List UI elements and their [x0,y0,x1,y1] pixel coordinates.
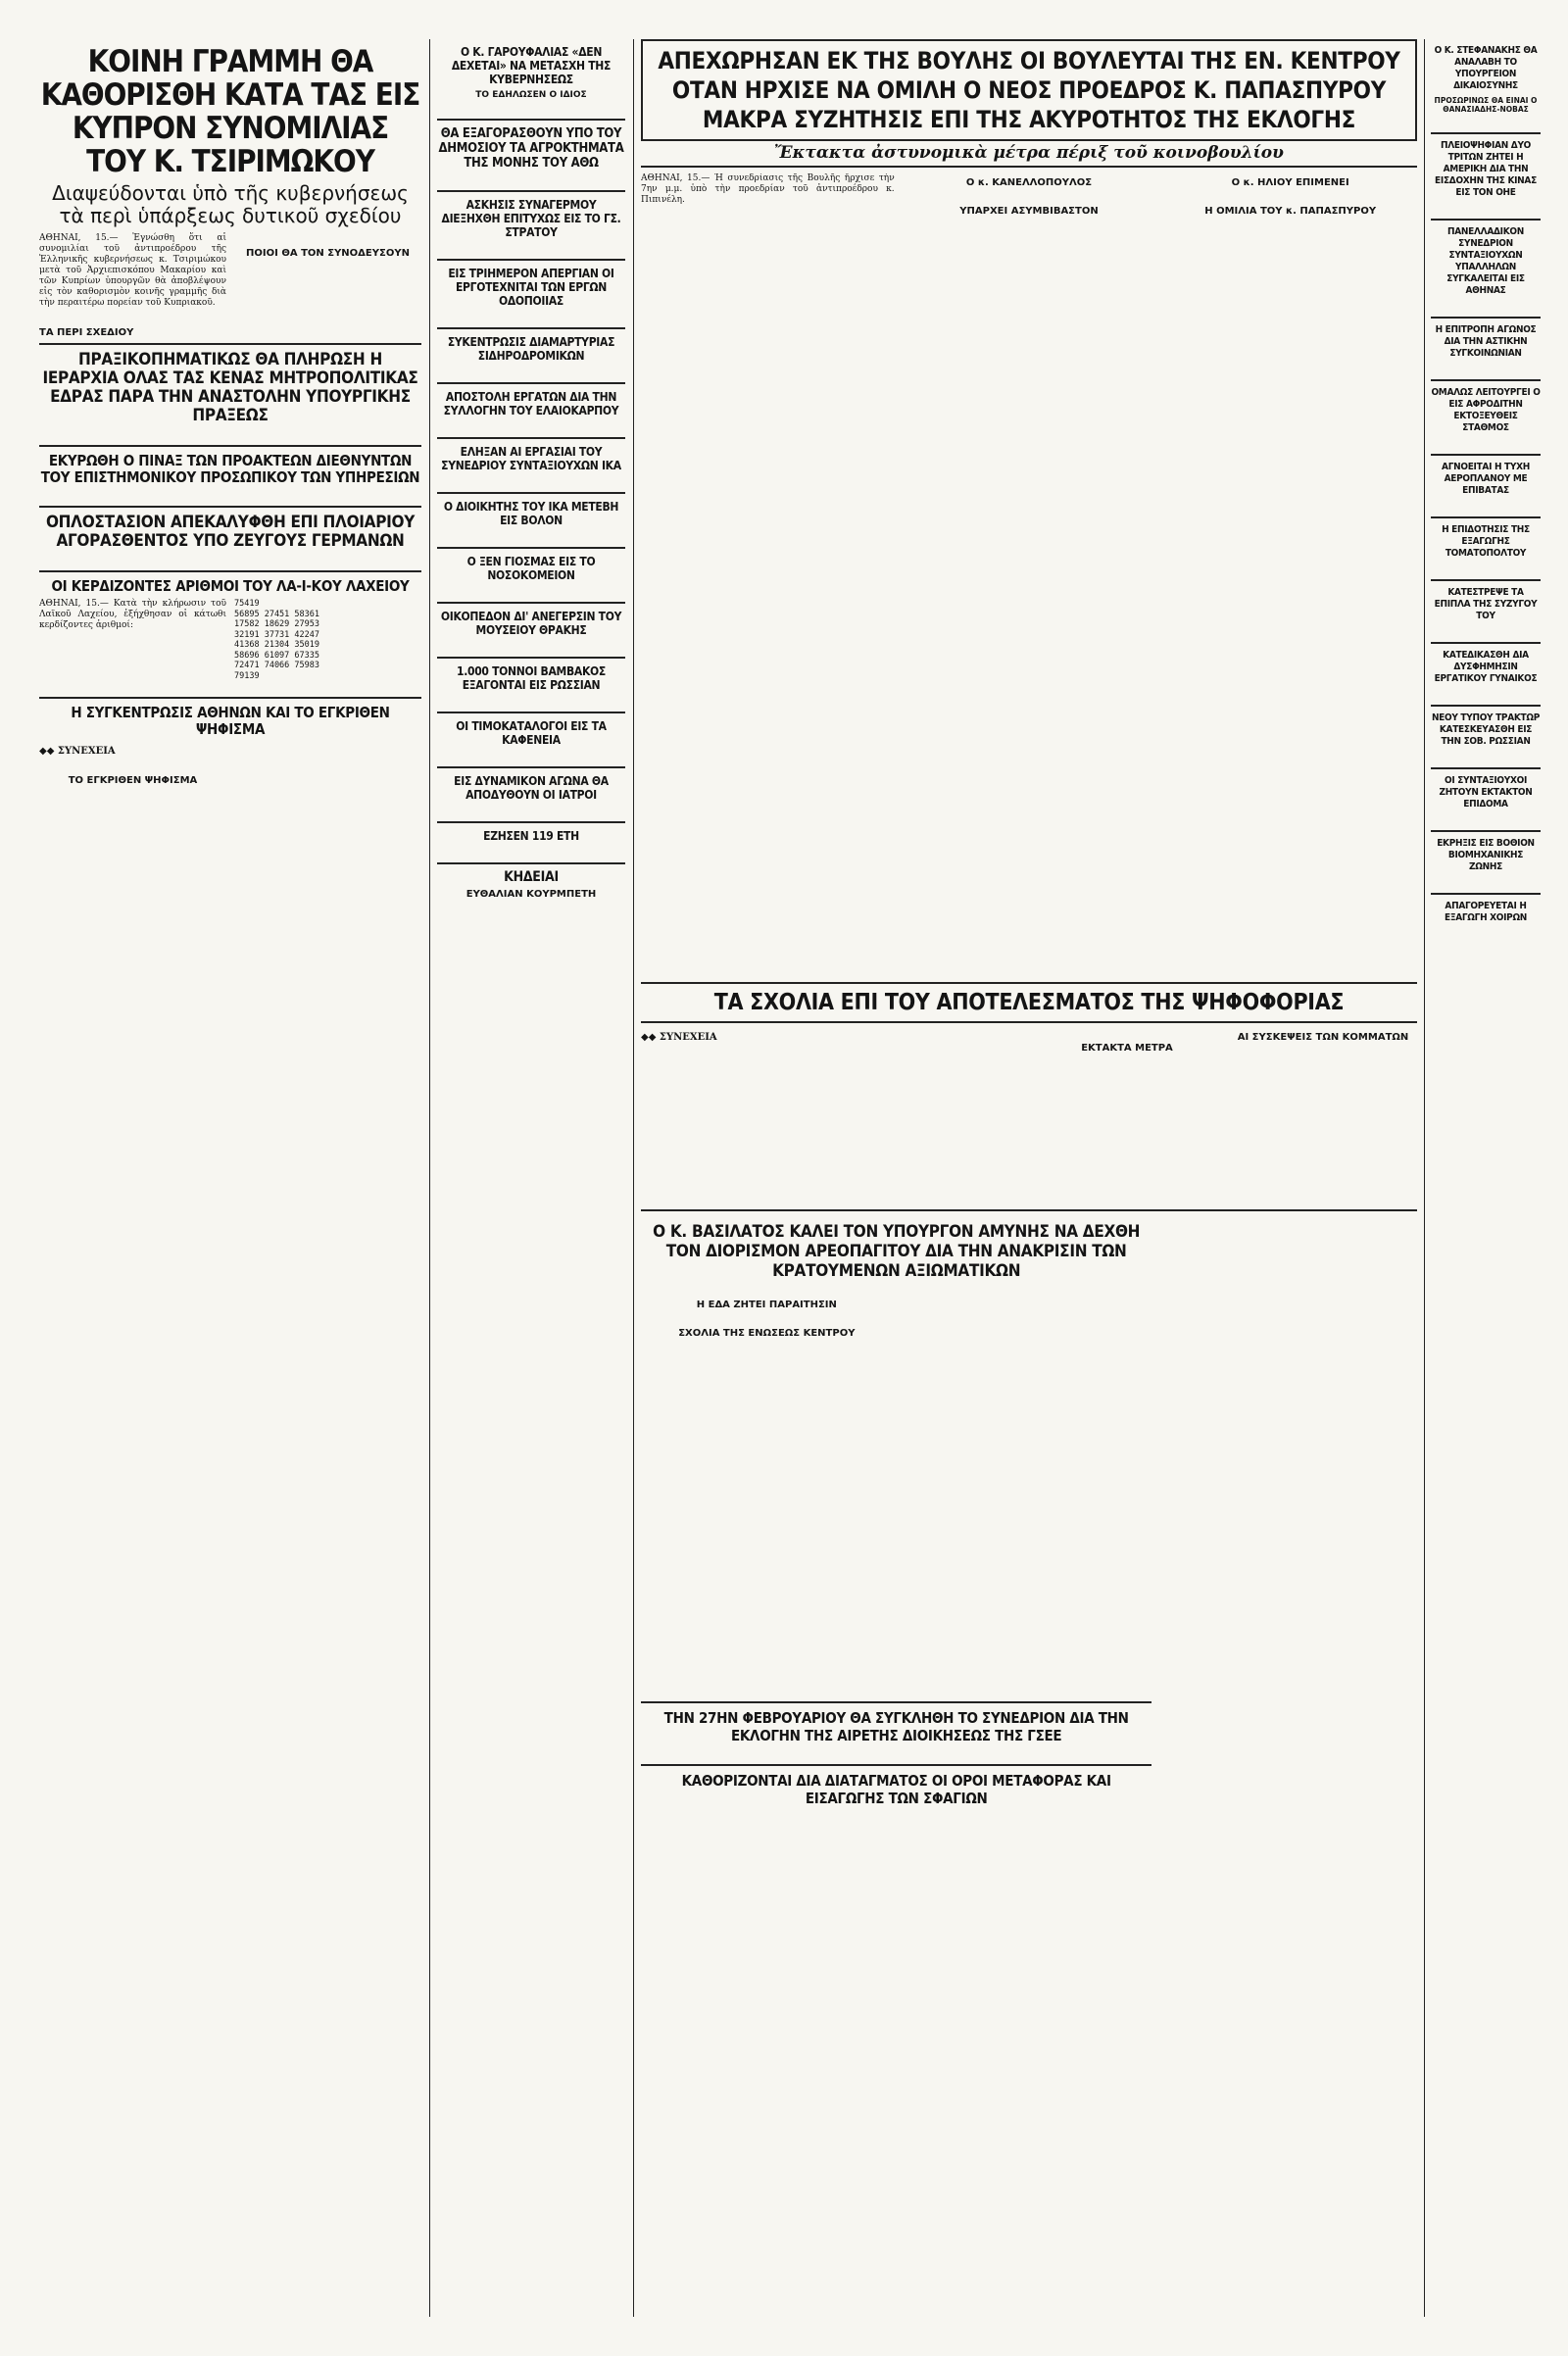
divider [39,506,421,508]
continue-ornament: ◆◆ ΣΥΝΕΧΕΙΑ [641,1032,717,1043]
section-title: ΑΙ ΣΥΣΚΕΨΕΙΣ ΤΩΝ ΚΟΜΜΑΤΩΝ [1237,1032,1409,1043]
article-body-filler [437,243,625,254]
article-body-filler [641,1748,1152,1759]
headline-cafes: ΟΙ ΤΙΜΟΚΑΤΑΛΟΓΟΙ ΕΙΣ ΤΑ ΚΑΦΕΝΕΙΑ [456,719,607,747]
article-body-filler [837,1028,1025,1204]
divider [437,190,625,192]
divider [1431,893,1541,895]
continue-ornament: ◆◆ ΣΥΝΕΧΕΙΑ [39,746,116,757]
headline-directors: ΕΚΥΡΩΘΗ Ο ΠΙΝΑΞ ΤΩΝ ΠΡΟΑΚΤΕΩΝ ΔΙΕΘΝΥΝΤΩΝ ΤΟΥ ΕΠΙΣΤΗΜΟΝΙΚΟΥ ΠΡΟΣΩΠΙΚΟΥ ΤΩΝ ΥΠΗΡΕΣΙΩΝ [40,452,420,486]
divider [437,382,625,384]
article-body-filler [1431,752,1541,762]
headline-rally: Η ΣΥΓΚΕΝΤΡΩΣΙΣ ΑΘΗΝΩΝ ΚΑΙ ΤΟ ΕΓΚΡΙΘΕΝ ΨΗΦΙΣΜΑ [71,704,390,738]
article-body-filler [1033,1056,1221,1067]
article-body-filler [437,586,625,597]
divider [39,343,421,345]
article-body-filler [1163,191,1417,202]
article-body-filler [641,1285,893,1296]
section-title: ΤΑ ΠΕΡΙ ΣΧΕΔΙΟΥ [39,327,134,338]
article-body-filler [903,220,1156,230]
article-body-filler [1431,203,1541,214]
divider [1431,516,1541,518]
article-body-filler [39,789,226,800]
article-body-filler [641,1313,893,1324]
headline-allowance: ΟΙ ΣΥΝΤΑΞΙΟΥΧΟΙ ΖΗΤΟΥΝ ΕΚΤΑΚΤΟΝ ΕΠΙΔΟΜΑ [1439,775,1533,810]
divider [641,1209,1417,1211]
article-body-filler [437,696,625,707]
headline-tractor: ΝΕΟΥ ΤΥΠΟΥ ΤΡΑΚΤΩΡ ΚΑΤΕΣΚΕΥΑΣΘΗ ΕΙΣ ΤΗΝ ΣΟΒ. ΡΩΣΣΙΑΝ [1431,712,1541,747]
article-body-filler [1431,877,1541,888]
divider [437,437,625,439]
headline-stefanakis: Ο Κ. ΣΤΕΦΑΝΑΚΗΣ ΘΑ ΑΝΑΛΑΒΗ ΤΟ ΥΠΟΥΡΓΕΙΟΝ ΔΙΚΑΙΟΣΥΝΗΣ [1434,45,1538,91]
article-body-filler [437,847,625,858]
divider [1431,317,1541,319]
divider [1431,705,1541,707]
section-title: Ο κ. ΚΑΝΕΛΛΟΠΟΥΛΟΣ [965,177,1093,188]
divider [437,712,625,713]
article-body-filler [437,903,625,913]
main-lead-paragraph: ΑΘΗΝΑΙ, 15.— Ἡ συνεδρίασις τῆς Βουλῆς ἤρχισε τὴν 7ην μ.μ. ὑπὸ τὴν προεδρίαν τοῦ ἀντιπροέδρου κ. Πιπινέλη. [641,173,895,205]
headline-plane: ΑΓΝΟΕΙΤΑΙ Η ΤΥΧΗ ΑΕΡΟΠΛΑΝΟΥ ΜΕ ΕΠΙΒΑΤΑΣ [1442,462,1530,496]
article-body-filler [234,262,421,272]
divider [1431,454,1541,456]
column-5 [1431,39,1541,2317]
headline-hierarchy: ΠΡΑΞΙΚΟΠΗΜΑΤΙΚΩΣ ΘΑ ΠΛΗΡΩΣΗ Η ΙΕΡΑΡΧΙΑ ΟΛΑΣ ΤΑΣ ΚΕΝΑΣ ΜΗΤΡΟΠΟΛΙΤΙΚΑΣ ΕΔΡΑΣ ΠΑΡΑ ΤΗΝ ΑΝΑΣΤΟΛΗΝ ΥΠΟΥΡΓΙΚΗΣ ΠΡΑΞΕΩΣ [42,350,418,425]
headline-exercise: ΑΣΚΗΣΙΣ ΣΥΝΑΓΕΡΜΟΥ ΔΙΕΞΗΧΘΗ ΕΠΙΤΥΧΩΣ ΕΙΣ ΤΟ ΓΣ. ΣΤΡΑΤΟΥ [441,198,621,239]
article-body-filler [1431,814,1541,825]
article-body-filler [1163,220,1417,230]
divider [1431,379,1541,381]
article-body-filler [1431,501,1541,512]
article-body-filler [437,751,625,761]
divider [437,327,625,329]
section-title: ΥΠΑΡΧΕΙ ΑΣΥΜΒΙΒΑΣΤΟΝ [959,206,1099,217]
article-body-filler [437,103,625,114]
article-body-filler [39,490,421,501]
divider [39,697,421,699]
headline-slaughter: ΚΑΘΟΡΙΖΟΝΤΑΙ ΔΙΑ ΔΙΑΤΑΓΜΑΤΟΣ ΟΙ ΟΡΟΙ ΜΕΤΑΦΟΡΑΣ ΚΑΙ ΕΙΣΑΓΩΓΗΣ ΤΩΝ ΣΦΑΓΙΩΝ [681,1772,1111,1807]
headline-museum: ΟΙΚΟΠΕΔΟΝ ΔΙ' ΑΝΕΓΕΡΣΙΝ ΤΟΥ ΜΟΥΣΕΙΟΥ ΘΡΑΚΗΣ [440,610,622,637]
article-body-filler [1431,117,1541,127]
article-body-filler [39,429,226,440]
divider [1431,219,1541,221]
article-body-filler [437,476,625,487]
article-body-filler [1431,626,1541,637]
section-title: ΣΧΟΛΙΑ ΤΗΣ ΕΝΩΣΕΩΣ ΚΕΝΤΡΟΥ [678,1328,856,1339]
article-body-filler [234,233,421,244]
divider [641,982,1417,984]
headline-lottery: ΟΙ ΚΕΡΔΙΖΟΝΤΕΣ ΑΡΙΘΜΟΙ ΤΟΥ ΛΑ-Ι-ΚΟΥ ΛΑΧΕΙΟΥ [51,577,410,595]
lottery-numbers-table: 75419 56895 27451 58361 17582 18629 27953 32191 37731 42247 41368 21304 35019 58696 61097 67335 72471 74066 75983 79139 [234,599,319,681]
article-body-filler [1229,1046,1417,1056]
article-body-filler [437,367,625,377]
divider [39,570,421,572]
article-body-filler [641,1811,1152,1822]
article-body-filler [1431,301,1541,312]
headline-furniture: ΚΑΤΕΣΤΡΕΨΕ ΤΑ ΕΠΙΠΛΑ ΤΗΣ ΣΥΖΥΓΟΥ ΤΟΥ [1434,587,1538,621]
main-headline-box [641,39,1417,141]
headline-funerals: ΚΗΔΕΙΑΙ [504,869,559,885]
divider [437,547,625,549]
headline-transport: Η ΕΠΙΤΡΟΠΗ ΑΓΩΝΟΣ ΔΙΑ ΤΗΝ ΑΣΤΙΚΗΝ ΣΥΓΚΟΙΝΩΝΙΑΝ [1435,324,1537,359]
article-body-filler [903,191,1156,202]
article-body-filler [901,1285,1152,1696]
main-headline-line-3: ΜΑΚΡΑ ΣΥΖΗΤΗΣΙΣ ΕΠΙ ΤΗΣ ΑΚΥΡΟΤΗΤΟΣ ΤΗΣ ΕΚΛΟΓΗΣ [702,106,1356,133]
lottery-lead: ΑΘΗΝΑΙ, 15.— Κατὰ τὴν κλήρωσιν τοῦ Λαϊκοῦ Λαχείου, ἐξήχθησαν οἱ κάτωθι κερδίζοντες ἀριθμοί: [39,599,226,630]
article-body-filler [641,210,895,221]
divider [641,1764,1152,1766]
article-body-filler [39,313,226,323]
continue-label: ΣΥΝΕΧΕΙΑ [659,1032,717,1043]
headline-olives: ΑΠΟΣΤΟΛΗ ΕΡΓΑΤΩΝ ΔΙΑ ΤΗΝ ΣΥΛΛΟΓΗΝ ΤΟΥ ΕΛΑΙΟΚΑΡΠΟΥ [443,390,619,417]
divider [437,259,625,261]
lead-headline: ΚΟΙΝΗ ΓΡΑΜΜΗ ΘΑ ΚΑΘΟΡΙΣΘΗ ΚΑΤΑ ΤΑΣ ΕΙΣ ΚΥΠΡΟΝ ΣΥΝΟΜΙΛΙΑΣ ΤΟΥ Κ. ΤΣΙΡΙΜΩΚΟΥ [40,44,420,179]
divider [437,766,625,768]
section-title: Ο κ. ΗΛΙΟΥ ΕΠΙΜΕΝΕΙ [1231,177,1349,188]
divider [641,1701,1152,1703]
divider [39,445,421,447]
divider [437,821,625,823]
column-1 [39,39,421,2317]
divider [437,119,625,121]
headline-athos: ΘΑ ΕΞΑΓΟΡΑΣΘΟΥΝ ΥΠΟ ΤΟΥ ΔΗΜΟΣΙΟΥ ΤΑ ΑΓΡΟΚΤΗΜΑΤΑ ΤΗΣ ΜΟΝΗΣ ΤΟΥ ΑΘΩ [438,126,624,171]
center-spread [641,39,1417,2317]
headline-congress: ΠΑΝΕΛΛΑΔΙΚΟΝ ΣΥΝΕΔΡΙΟΝ ΣΥΝΤΑΞΙΟΥΧΩΝ ΥΠΑΛΛΗΛΩΝ ΣΥΓΚΑΛΕΙΤΑΙ ΕΙΣ ΑΘΗΝΑΣ [1446,226,1525,296]
divider [437,492,625,494]
article-body-filler [1033,1028,1221,1039]
headline-ika-volos: Ο ΔΙΟΙΚΗΤΗΣ ΤΟΥ ΙΚΑ ΜΕΤΕΒΗ ΕΙΣ ΒΟΛΟΝ [443,500,619,527]
headline-vasilatos: Ο Κ. ΒΑΣΙΛΑΤΟΣ ΚΑΛΕΙ ΤΟΝ ΥΠΟΥΡΓΟΝ ΑΜΥΝΗΣ ΝΑ ΔΕΧΘΗ ΤΟΝ ΔΙΟΡΙΣΜΟΝ ΑΡΕΟΠΑΓΙΤΟΥ ΔΙΑ ΤΗΝ ΑΝΑΚΡΙΣΙΝ ΤΩΝ ΚΡΑΤΟΥΜΕΝΩΝ ΑΞΙΩΜΑΤΙΚΩΝ [653,1222,1141,1281]
article-body-filler [1431,438,1541,449]
headline-explosion: ΕΚΡΗΞΙΣ ΕΙΣ ΒΟΘΙΟΝ ΒΙΟΜΗΧΑΝΙΚΗΣ ΖΩΝΗΣ [1437,838,1535,872]
main-headline-line-2: ΟΤΑΝ ΗΡΧΙΣΕ ΝΑ ΟΜΙΛΗ Ο ΝΕΟΣ ΠΡΟΕΔΡΟΣ Κ. ΠΑΠΑΣΠΥΡΟΥ [671,76,1387,104]
article-body-filler [1431,364,1541,374]
headline-garoufalias: Ο Κ. ΓΑΡΟΥΦΑΛΙΑΣ «ΔΕΝ ΔΕΧΕΤΑΙ» ΝΑ ΜΕΤΑΣΧΗ ΤΗΣ ΚΥΒΕΡΝΗΣΕΩΣ [451,45,612,86]
article-body-filler [437,531,625,542]
article-body-filler [1161,1216,1417,1227]
article-body-filler [39,635,226,646]
headline-119-years: ΕΖΗΣΕΝ 119 ΕΤΗ [483,829,579,843]
article-body-filler [1431,564,1541,574]
lead-subheadline: Διαψεύδονται ὑπὸ τῆς κυβερνήσεως τὰ περὶ ὑπάρξεως δυτικοῦ σχεδίου [52,181,409,227]
divider [437,657,625,659]
article-body-filler [437,174,625,185]
section-title: ΤΟ ΕΔΗΛΩΣΕΝ Ο ΙΔΙΟΣ [475,90,587,100]
article-body-filler [234,429,421,440]
article-body-filler [437,312,625,322]
divider [437,862,625,864]
article-body-filler [641,1342,893,1352]
obituary-name: ΕΥΘΑΛΙΑΝ ΚΟΥΡΜΠΕΤΗ [466,889,597,901]
article-body-filler [1431,689,1541,700]
section-title: ΕΚΤΑΚΤΑ ΜΕΤΡΑ [1081,1043,1173,1054]
section-title: ΠΡΟΣΩΡΙΝΩΣ ΘΑ ΕΙΝΑΙ Ο ΘΑΝΑΣΙΑΔΗΣ-ΝΟΒΑΣ [1434,96,1538,114]
continue-label: ΣΥΝΕΧΕΙΑ [57,746,116,757]
article-body-filler [641,1047,829,1057]
headline-pensioners: ΕΛΗΞΑΝ ΑΙ ΕΡΓΑΣΙΑΙ ΤΟΥ ΣΥΝΕΔΡΙΟΥ ΣΥΝΤΑΞΙΟΥΧΩΝ ΙΚΑ [441,445,621,472]
headline-cotton: 1.000 ΤΟΝΝΟΙ ΒΑΜΒΑΚΟΣ ΕΞΑΓΟΝΤΑΙ ΕΙΣ ΡΩΣΣΙΑΝ [457,664,606,692]
divider [1431,830,1541,832]
article-body-filler [39,761,226,771]
headline-giosmas: Ο ΞΕΝ ΓΙΟΣΜΑΣ ΕΙΣ ΤΟ ΝΟΣΟΚΟΜΕΙΟΝ [466,555,596,582]
divider [641,1021,1417,1023]
headline-railway: ΣΥΚΕΝΤΡΩΣΙΣ ΔΙΑΜΑΡΤΥΡΙΑΣ ΣΙΔΗΡΟΔΡΟΜΙΚΩΝ [447,335,615,363]
section-title: Η ΕΔΑ ΖΗΤΕΙ ΠΑΡΑΙΤΗΣΙΝ [696,1300,837,1310]
section-title: ΠΟΙΟΙ ΘΑ ΤΟΝ ΣΥΝΟΔΕΥΣΟΥΝ [246,248,410,259]
column-2 [437,39,625,2317]
article-body-filler [234,742,421,800]
headline-doctors: ΕΙΣ ΔΥΝΑΜΙΚΟΝ ΑΓΩΝΑ ΘΑ ΑΠΟΔΥΘΟΥΝ ΟΙ ΙΑΤΡΟΙ [454,774,609,802]
comments-banner: ΤΑ ΣΧΟΛΙΑ ΕΠΙ ΤΟΥ ΑΠΟΤΕΛΕΣΜΑΤΟΣ ΤΗΣ ΨΗΦΟΦΟΡΙΑΣ [713,990,1345,1015]
headline-pigs: ΑΠΑΓΟΡΕΥΕΤΑΙ Η ΕΞΑΓΩΓΗ ΧΟΙΡΩΝ [1444,901,1528,923]
article-body-filler [437,806,625,816]
headline-china-un: ΠΛΕΙΟΨΗΦΙΑΝ ΔΥΟ ΤΡΙΤΩΝ ΖΗΤΕΙ Η ΑΜΕΡΙΚΗ ΔΙΑ ΤΗΝ ΕΙΣΔΟΧΗΝ ΤΗΣ ΚΙΝΑΣ ΕΙΣ ΤΟΝ ΟΗΕ [1435,140,1537,198]
section-title: Η ΟΜΙΛΙΑ ΤΟΥ κ. ΠΑΠΑΣΠΥΡΟΥ [1204,206,1377,217]
headline-arsenal: ΟΠΛΟΣΤΑΣΙΟΝ ΑΠΕΚΑΛΥΦΘΗ ΕΠΙ ΠΛΟΙΑΡΙΟΥ ΑΓΟΡΑΣΘΕΝΤΟΣ ΥΠΟ ΖΕΥΓΟΥΣ ΓΕΡΜΑΝΩΝ [45,513,415,551]
headline-tomato: Η ΕΠΙΔΟΤΗΣΙΣ ΤΗΣ ΕΞΑΓΩΓΗΣ ΤΟΜΑΤΟΠΟΛΤΟΥ [1442,524,1530,559]
article-body-filler [39,555,421,565]
divider [1431,579,1541,581]
article-body-filler [437,421,625,432]
lead-paragraph: ΑΘΗΝΑΙ, 15.— Ἐγνώσθη ὅτι αἱ συνομιλίαι τοῦ ἀντιπροέδρου τῆς Ἑλληνικῆς κυβερνήσεως κ. Τσιριμώκου μετὰ τοῦ Ἀρχιεπισκόπου Μακαρίου καὶ τῶν Κυπρίων ὑπουργῶν θὰ ἀποβλέψουν εἰς τὸν καθορισμὸν κοινῆς γραμμῆς διὰ τὴν περαιτέρω πορείαν τοῦ Κυπριακοῦ. [39,233,226,308]
divider [1431,132,1541,134]
headline-defamation: ΚΑΤΕΔΙΚΑΣΘΗ ΔΙΑ ΔΥΣΦΗΜΗΣΙΝ ΕΡΓΑΤΙΚΟΥ ΓΥΝΑΙΚΟΣ [1434,650,1538,684]
headline-strike: ΕΙΣ ΤΡΙΗΜΕΡΟΝ ΑΠΕΡΓΙΑΝ ΟΙ ΕΡΓΟΤΕΧΝΙΤΑΙ ΤΩΝ ΕΡΓΩΝ ΟΔΟΠΟΙΙΑΣ [448,267,614,308]
article-body-filler [1431,928,1541,939]
article-body-filler [437,641,625,652]
section-title: ΤΟ ΕΓΚΡΙΘΕΝ ΨΗΦΙΣΜΑ [68,775,198,786]
divider [437,602,625,604]
main-headline-line-1: ΑΠΕΧΩΡΗΣΑΝ ΕΚ ΤΗΣ ΒΟΥΛΗΣ ΟΙ ΒΟΥΛΕΥΤΑΙ ΤΗΣ ΕΝ. ΚΕΝΤΡΟΥ [658,47,1400,74]
headline-venus: ΟΜΑΛΩΣ ΛΕΙΤΟΥΡΓΕΙ Ο ΕΙΣ ΑΦΡΟΔΙΤΗΝ ΕΚΤΟΞΕΥΘΕΙΣ ΣΤΑΘΜΟΣ [1431,387,1541,433]
divider [1431,767,1541,769]
divider [1431,642,1541,644]
article-body-filler [234,681,421,692]
headline-gsee: ΤΗΝ 27ΗΝ ΦΕΒΡΟΥΑΡΙΟΥ ΘΑ ΣΥΓΚΛΗΘΗ ΤΟ ΣΥΝΕΔΡΙΟΝ ΔΙΑ ΤΗΝ ΕΚΛΟΓΗΝ ΤΗΣ ΑΙΡΕΤΗΣ ΔΙΟΙΚΗΣΕΩΣ ΤΗΣ ΓΣΕΕ [663,1709,1129,1744]
main-subheadline: Ἔκτακτα ἀστυνομικὰ μέτρα πέριξ τοῦ κοινοβουλίου [641,143,1417,168]
